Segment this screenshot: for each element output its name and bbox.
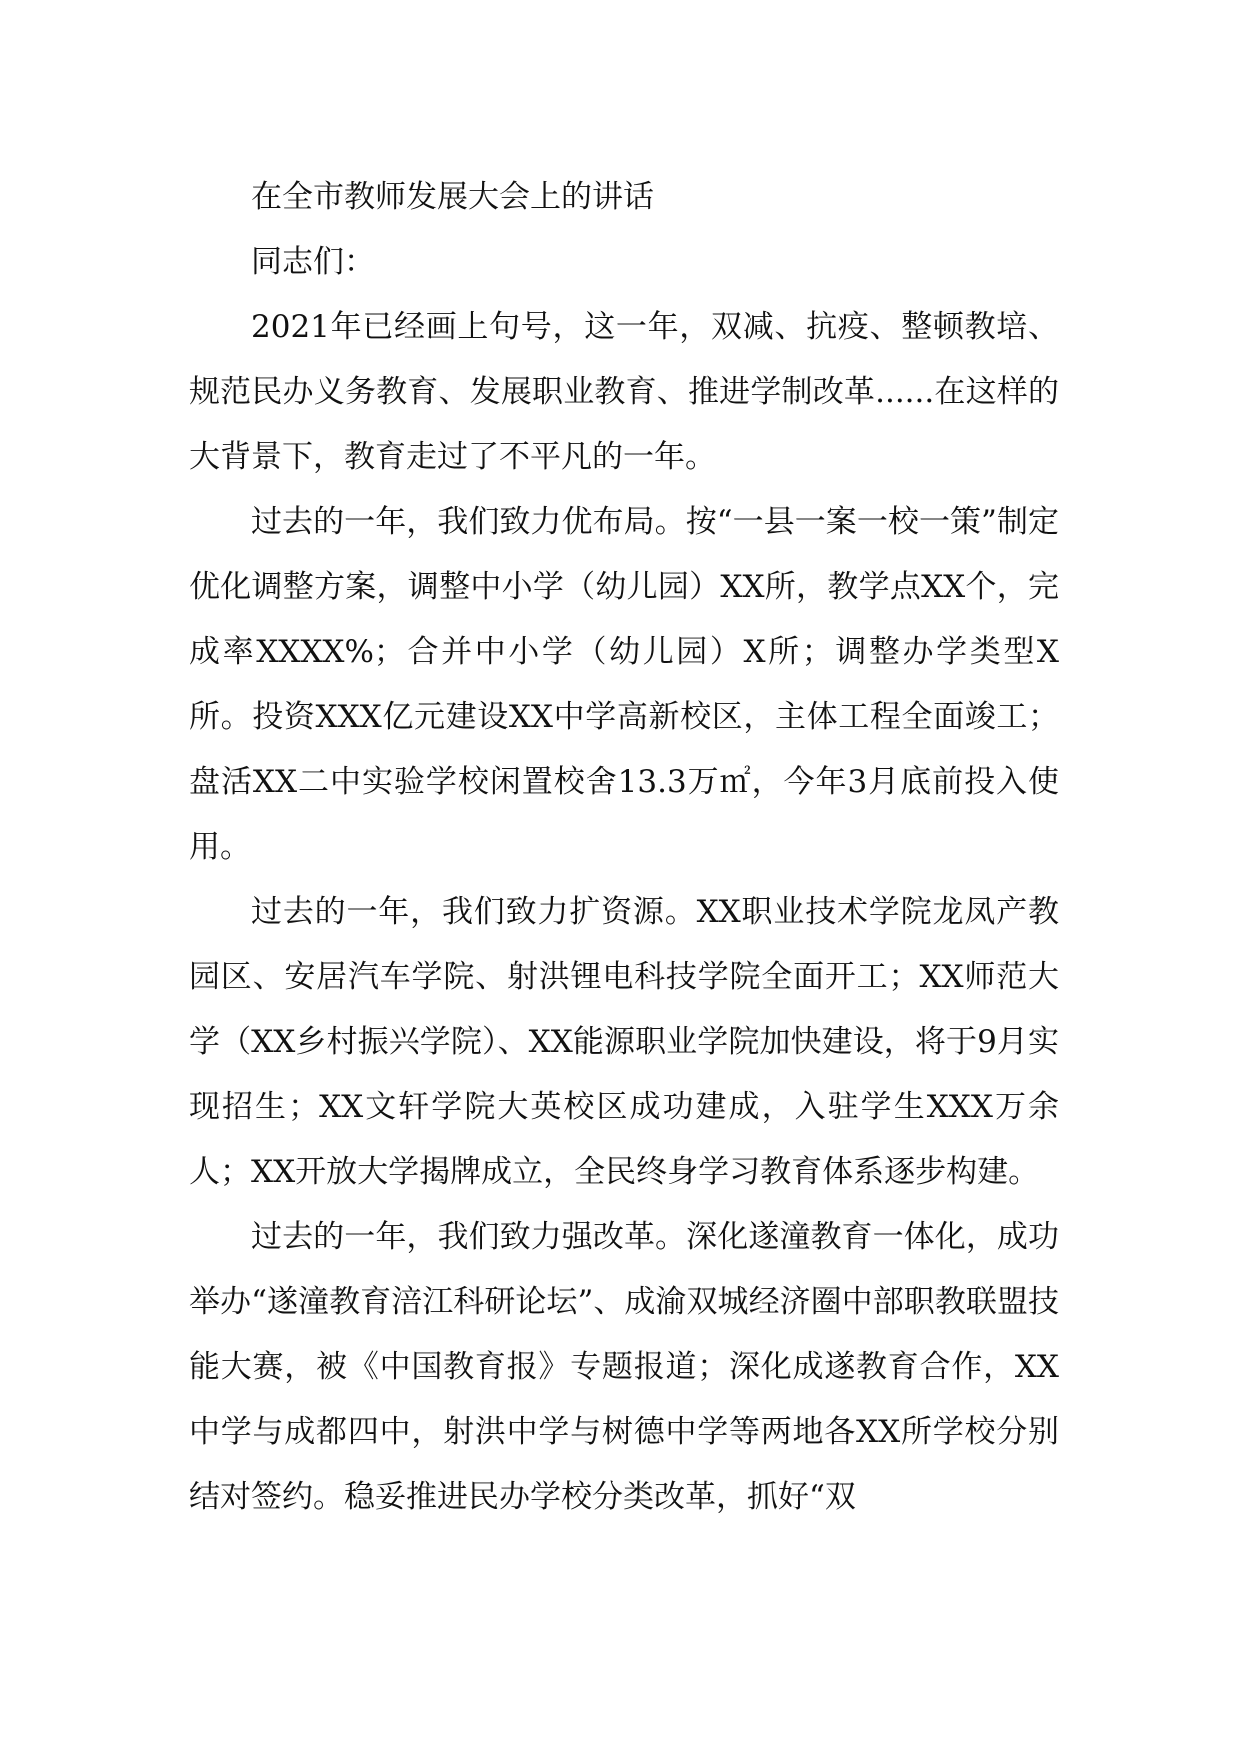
document-title: 在全市教师发展大会上的讲话 (251, 179, 654, 215)
paragraph-reform: 过去的一年，我们致力强改革。深化遂潼教育一体化，成功举办“遂潼教育涪江科研论坛”、成渝双城经济圈中部职教联盟技能大赛，被《中国教育报》专题报道；深化成遂教育合作，XX中学与成都四中，射洪中学与树德中学等两地各XX所学校分别结对签约。稳妥推进民办学校分类改革，抓好“双 (189, 1219, 1059, 1515)
salutation: 同志们： (251, 244, 375, 280)
paragraph-layout: 过去的一年，我们致力优布局。按“一县一案一校一策”制定优化调整方案，调整中小学（幼儿园）XX所，教学点XX个，完成率XXXX%；合并中小学（幼儿园）X所；调整办学类型X所。投资XXX亿元建设XX中学高新校区，主体工程全面竣工；盘活XX二中实验学校闲置校舍13.3万㎡，今年3月底前投入使用。 (189, 504, 1059, 865)
paragraph-intro: 2021年已经画上句号，这一年，双减、抗疫、整顿教培、规范民办义务教育、发展职业教育、推进学制改革......在这样的大背景下，教育走过了不平凡的一年。 (189, 309, 1059, 475)
document-body (189, 165, 1059, 1530)
paragraph-resources: 过去的一年，我们致力扩资源。XX职业技术学院龙凤产教园区、安居汽车学院、射洪锂电科技学院全面开工；XX师范大学（XX乡村振兴学院）、XX能源职业学院加快建设，将于9月实现招生；XX文轩学院大英校区成功建成，入驻学生XXX万余人；XX开放大学揭牌成立，全民终身学习教育体系逐步构建。 (189, 894, 1059, 1190)
